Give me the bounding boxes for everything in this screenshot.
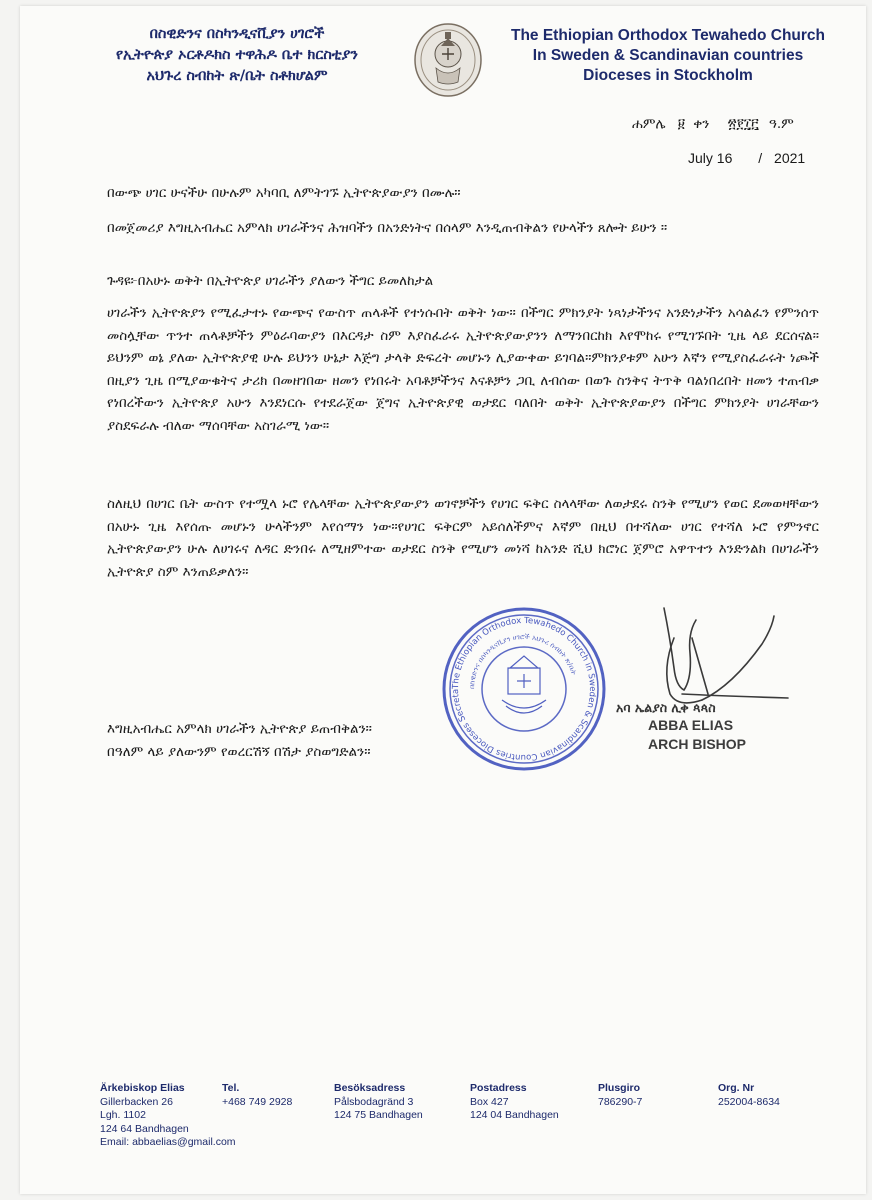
ethiopian-date — [632, 116, 832, 132]
footer-postal-address — [470, 1082, 559, 1123]
eth-year: ፳፻፲፫ — [727, 116, 759, 132]
footer-postal-title: Postadress — [470, 1082, 527, 1094]
footer-plusgiro-title: Plusgiro — [598, 1082, 641, 1094]
footer-postal-line: Box 427 — [470, 1095, 509, 1108]
footer-address-line: 124 64 Bandhagen — [100, 1122, 189, 1135]
footer-visiting-title: Besöksadress — [334, 1082, 406, 1094]
footer-address-title: Ärkebiskop Elias — [100, 1082, 185, 1094]
header-english-line-2: In Sweden & Scandinavian countries — [532, 47, 804, 64]
stamp-text-amharic: በስዊድንና በስካንዲናቪያን ሀገሮች አህጉረ ስብከት ጽ/ቤት — [467, 632, 578, 690]
church-emblem-icon — [412, 20, 484, 98]
greeting: በመጀመሪያ እግዚአብሔር አምላክ ሀገራችንና ሕዝባችን በአንድነትና በሰላም እንዲጠብቅልን የሁላችን ጸሎት ይሁን ። — [107, 220, 668, 236]
footer-address-line: Lgh. 1102 — [100, 1109, 146, 1121]
footer-visiting-address — [334, 1082, 423, 1123]
header-amharic-line-2: የኢትዮጵያ ኦርቶዶክስ ተዋሕዶ ቤተ ክርስቲያን — [115, 47, 358, 63]
signer-amharic-name: አባ ኤልያስ ሊቀ ጳጳስ — [616, 700, 716, 715]
salutation: በውጭ ሀገር ሁናችሁ በሁሉም አካባቢ ለምትገኙ ኢትዮጵያውያን በሙሉ። — [107, 185, 461, 201]
footer-visiting-line: 124 75 Bandhagen — [334, 1109, 423, 1121]
footer-email[interactable]: Email: abbaelias@gmail.com — [100, 1136, 236, 1148]
footer-org-number: 252004-8634 — [718, 1095, 780, 1108]
eth-day: ፱ — [677, 116, 685, 132]
footer-org-title: Org. Nr — [718, 1082, 755, 1094]
footer-plusgiro-number: 786290-7 — [598, 1095, 643, 1108]
footer — [100, 1082, 840, 1162]
header-amharic-line-1: በስዊድንና በስካንዲናቪያን ሀገሮች — [149, 26, 325, 42]
header-amharic-line-3: አህጉረ ስብከት ጽ/ቤት ስቶክሆልም — [146, 68, 328, 84]
paragraph-2: ስለዚህ በሀገር ቤት ውስጥ የተሟላ ኑሮ የሌላቸው ኢትዮጵያውያን ወገኖቻችን የሀገር ፍቅር ስላላቸው ለወታደሩ ስንቅ የሚሆን የወር ደመወዛቸውን በአሁኑ ጊዜ እየሰጡ መሆኑን ሁላችንም እየሰማን ነው።የሀገር ፍቅርም አይሰለችምና እኛም በዚህ በተሻለው ሀገር የተሻለ ኑሮ የምንኖር ኢትዮጵያውያን ሁሉ ለሀገሩና ለዳር ድንበሩ ለሚዘምተው ወታደር ስንቅ የሚሆን መነሻ ከአንድ ሺህ ክሮነር ጀምሮ አዋጥተን እንድንልክ በሀገራችን ኢትዮጵያ ስም እንጠይቃለን። — [107, 496, 819, 580]
greg-month-day: July 16 — [688, 150, 733, 166]
footer-address-line: Gillerbacken 26 — [100, 1095, 173, 1108]
closing-line-1: እግዚአብሔር አምላክ ሀገራችን ኢትዮጵያ ይጠብቅልን። — [107, 721, 372, 737]
eth-month: ሐምሌ — [632, 116, 666, 132]
footer-postal-line: 124 04 Bandhagen — [470, 1109, 559, 1121]
eth-day-label: ቀን — [693, 116, 710, 132]
letter-page — [20, 6, 866, 1194]
signer-title: ARCH BISHOP — [648, 736, 747, 752]
footer-plusgiro — [598, 1082, 642, 1109]
footer-phone — [222, 1082, 292, 1109]
footer-org-nr — [718, 1082, 780, 1109]
signature-block — [610, 700, 800, 754]
footer-phone-number[interactable]: +468 749 2928 — [222, 1095, 293, 1108]
closing-blessing — [107, 718, 527, 764]
header-english-line-3: Dioceses in Stockholm — [583, 67, 753, 84]
paragraph-1: ሀገራችን ኢትዮጵያን የሚፈታተኑ የውጭና የውስጥ ጠላቶች የተነሱበት ወቅት ነው። በችግር ምክንያት ነጻነታችንና አንድነታችን አሳልፈን የምንሰጥ መስሏቸው ጥንተ ጠላቶቻችን ምዕራባውያን በእርዳታ ስም እያስፈራሩ ኢትዮጵያውያንን ለማንበርከክ እየሞከሩ የሚገኙበት ጊዜ ላይ ደርሰናል። ይህንም ወኔ ያለው ኢትዮጵያዊ ሁሉ ይህንን ሁኔታ እጅግ ታላቅ ድፍረት መሆኑን ሊያውቀው ይገባል።ምክንያቱም አሁን እኛን የሚያስፈራሩት ነጮች በዚያን ጊዜ በሚያውቁትና ታሪክ በመዘገበው ዘመን የነበሩት አባቶቻችንና እናቶቻን ጋቢ ለብሰው በወጉ ስንቅና ትጥቅ ባልነበረበት ዘመን ተጠብቃ የነበረችውን ኢትዮጵያ አሁን እንደነርሱ የተደራጀው ጀግና ኢትዮጵያዊ ወታደር ባለበት ወቅት ኢትዮጵያውያን በችግር ምክንያት ሀገራቸውን ያስደፍራሉ ብለው ማሰባቸው አስገራሚ ነው። — [107, 305, 819, 434]
subject-line: ጉዳዩ፦በአሁኑ ወቅት በኢትዮጵያ ሀገራችን ያለውን ችግር ይመለከታል — [107, 273, 434, 289]
footer-address — [100, 1082, 236, 1150]
footer-visiting-line: Pålsbodagränd 3 — [334, 1095, 414, 1108]
greg-year: 2021 — [774, 150, 806, 166]
stamp-text: The Ethiopian Orthodox Tewahedo Church in Sweden & Scandinavian Countries Dioceses Secreta — [450, 615, 598, 763]
header-english-line-1: The Ethiopian Orthodox Tewahedo Church — [510, 27, 826, 44]
greg-separator: / — [758, 150, 763, 166]
header-english — [498, 26, 838, 86]
footer-phone-title: Tel. — [222, 1082, 240, 1094]
signer-name: ABBA ELIAS — [648, 717, 734, 733]
eth-era: ዓ.ም — [768, 116, 794, 132]
header-amharic — [102, 24, 372, 87]
gregorian-date — [688, 150, 828, 166]
closing-line-2: በዓለም ላይ ያለውንም የወረርሽኝ በሽታ ያስወግድልን። — [107, 744, 371, 760]
